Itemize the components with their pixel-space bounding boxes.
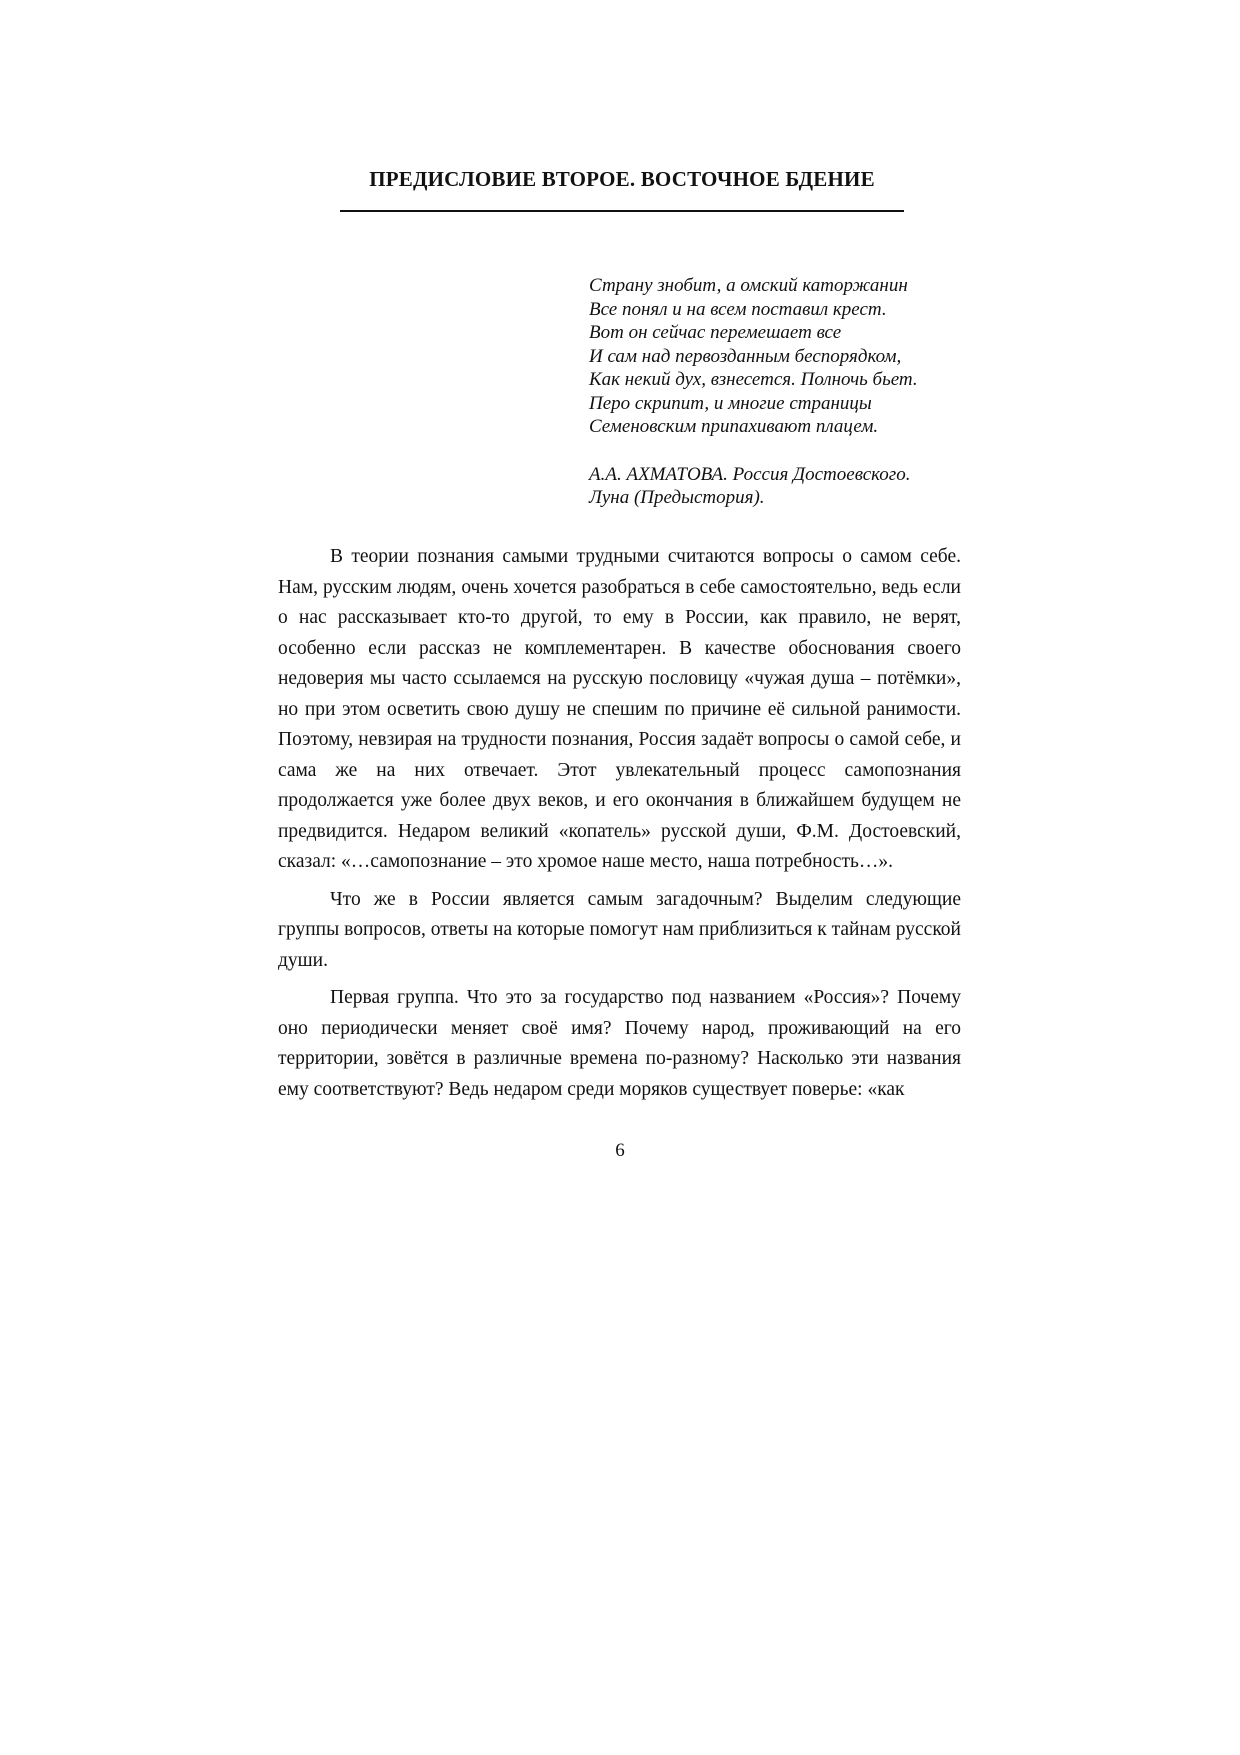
paragraph: В теории познания самыми трудными считаются вопросы о самом себе. Нам, русским людям, очень хочется разобраться в себе самостоятельно, ведь если о нас рассказывает кто-то другой, то ему в России, как правило, не верят, особенно если рассказ не комплементарен. В качестве обоснования своего недоверия мы часто ссылаемся на русскую пословицу «чужая душа – потёмки», но при этом осветить свою душу не спешим по причине её сильной ранимости. Поэтому, невзирая на трудности познания, Россия задаёт вопросы о самой себе, и сама же на них отвечает. Этот увлекательный процесс самопознания продолжается уже более двух веков, и его окончания в ближайшем будущем не предвидится. Недаром великий «копатель» русской души, Ф.М. Достоевский, сказал: «…самопознание – это хромое наше место, наша потребность…». — [278, 546, 961, 872]
chapter-title: ПРЕДИСЛОВИЕ ВТОРОЕ. ВОСТОЧНОЕ БДЕНИЕ — [369, 167, 875, 191]
body-text — [278, 542, 961, 1112]
verse-line: Вот он сейчас перемешает все — [589, 322, 842, 343]
epigraph — [589, 274, 1009, 510]
paragraph: Первая группа. Что это за государство под названием «Россия»? Почему оно периодически меняет своё имя? Почему народ, проживающий на его территории, зовётся в различные времена по-разному? Насколько эти названия ему соответствуют? Ведь недаром среди моряков существует поверье: «как — [278, 987, 961, 1100]
verse-line: Все понял и на всем поставил крест. — [589, 298, 887, 320]
verse-line: И сам над первозданным беспорядком, — [589, 345, 902, 367]
paragraph: Что же в России является самым загадочным? Выделим следующие группы вопросов, ответы на которые помогут нам приблизиться к тайнам русской души. — [278, 888, 961, 971]
page-number: 6 — [615, 1140, 625, 1161]
epigraph-attribution — [589, 463, 1009, 510]
verse-line: Как некий дух, взнесется. Полночь бьет. — [589, 369, 918, 390]
title-underline — [340, 210, 904, 212]
epigraph-verse — [589, 274, 1009, 439]
verse-line: Семеновским припахивают плацем. — [589, 416, 879, 437]
attribution-line: А.А. АХМАТОВА. Россия Достоевского. — [589, 463, 911, 485]
attribution-line: Луна (Предыстория). — [589, 487, 765, 508]
verse-line: Перо скрипит, и многие страницы — [589, 392, 872, 414]
verse-line: Страну знобит, а омский каторжанин — [589, 275, 908, 296]
